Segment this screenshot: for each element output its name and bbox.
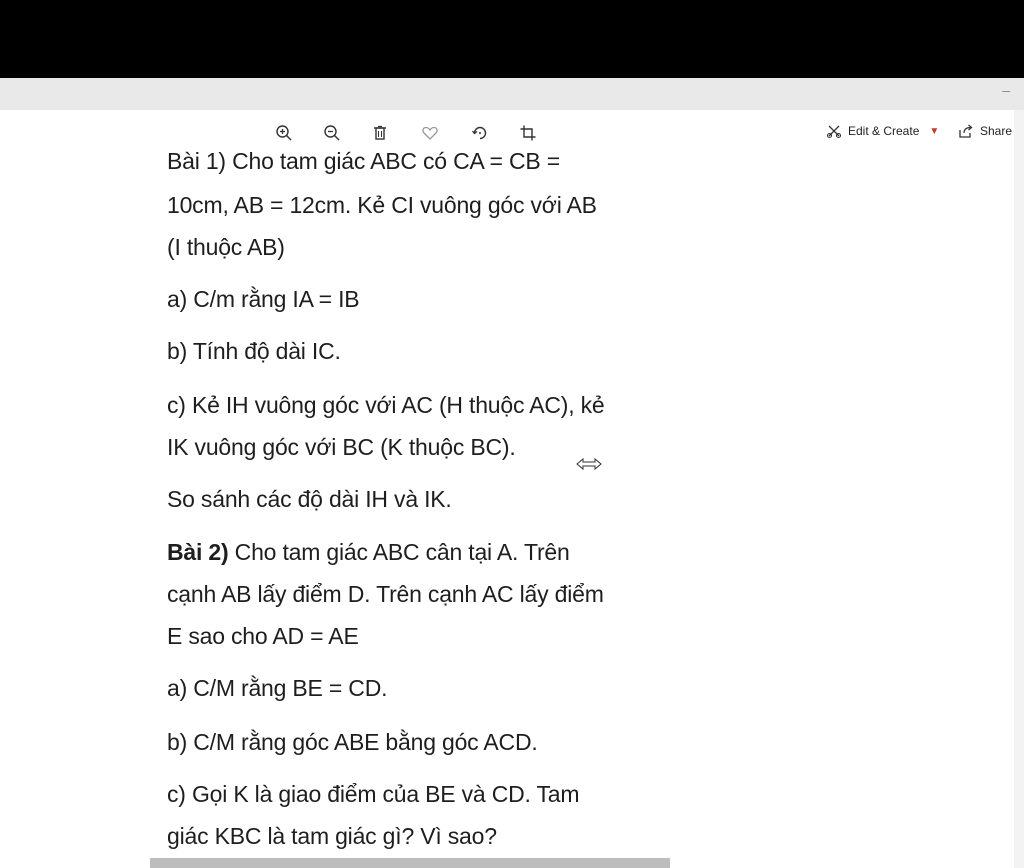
bai-label: Bài <box>167 539 203 565</box>
scrollbar[interactable] <box>1014 110 1024 868</box>
chevron-down-icon: ▼ <box>929 125 940 137</box>
text-line <box>167 539 570 566</box>
resize-cursor-icon <box>576 457 602 471</box>
text-line: b) C/M rằng góc ABE bằng góc ACD. <box>167 729 538 755</box>
edit-create-label: Edit & Create <box>848 124 920 138</box>
text-line: c) Gọi K là giao điểm của BE và CD. Tam <box>167 781 580 807</box>
window-titlebar <box>0 78 1024 110</box>
edit-create-icon <box>826 123 842 139</box>
text-line: 10cm, AB = 12cm. Kẻ CI vuông góc với AB <box>167 192 597 218</box>
text-fragment: Cho tam giác ABC cân tại A. Trên <box>234 539 570 565</box>
bai-number: 2) <box>208 539 229 565</box>
text-line: giác KBC là tam giác gì? Vì sao? <box>167 823 497 849</box>
rotate-icon[interactable] <box>469 122 491 144</box>
favorite-icon[interactable] <box>419 122 441 144</box>
photo-viewer <box>0 110 1024 868</box>
zoom-out-icon[interactable] <box>321 122 343 144</box>
text-line: a) C/M rằng BE = CD. <box>167 675 388 701</box>
delete-icon[interactable] <box>369 122 391 144</box>
share-label: Share <box>980 124 1013 138</box>
share-icon <box>958 123 974 139</box>
text-line: c) Kẻ IH vuông góc với AC (H thuộc AC), kẻ <box>167 392 605 418</box>
text-line: a) C/m rằng IA = IB <box>167 286 360 312</box>
text-line: IK vuông góc với BC (K thuộc BC). <box>167 434 516 460</box>
text-line: b) Tính độ dài IC. <box>167 338 341 364</box>
zoom-in-icon[interactable] <box>273 122 295 144</box>
text-line: cạnh AB lấy điểm D. Trên cạnh AC lấy điểm <box>167 581 604 607</box>
text-line: Bài 1) Cho tam giác ABC có CA = CB = <box>167 148 560 174</box>
edit-create-button[interactable] <box>826 123 939 139</box>
share-button[interactable] <box>958 123 1012 139</box>
crop-icon[interactable] <box>517 122 539 144</box>
text-line: E sao cho AD = AE <box>167 623 359 649</box>
text-line: So sánh các độ dài IH và IK. <box>167 486 452 512</box>
minimize-button[interactable]: – <box>1002 82 1010 98</box>
text-line: (I thuộc AB) <box>167 234 285 260</box>
bottom-edge <box>150 858 670 868</box>
